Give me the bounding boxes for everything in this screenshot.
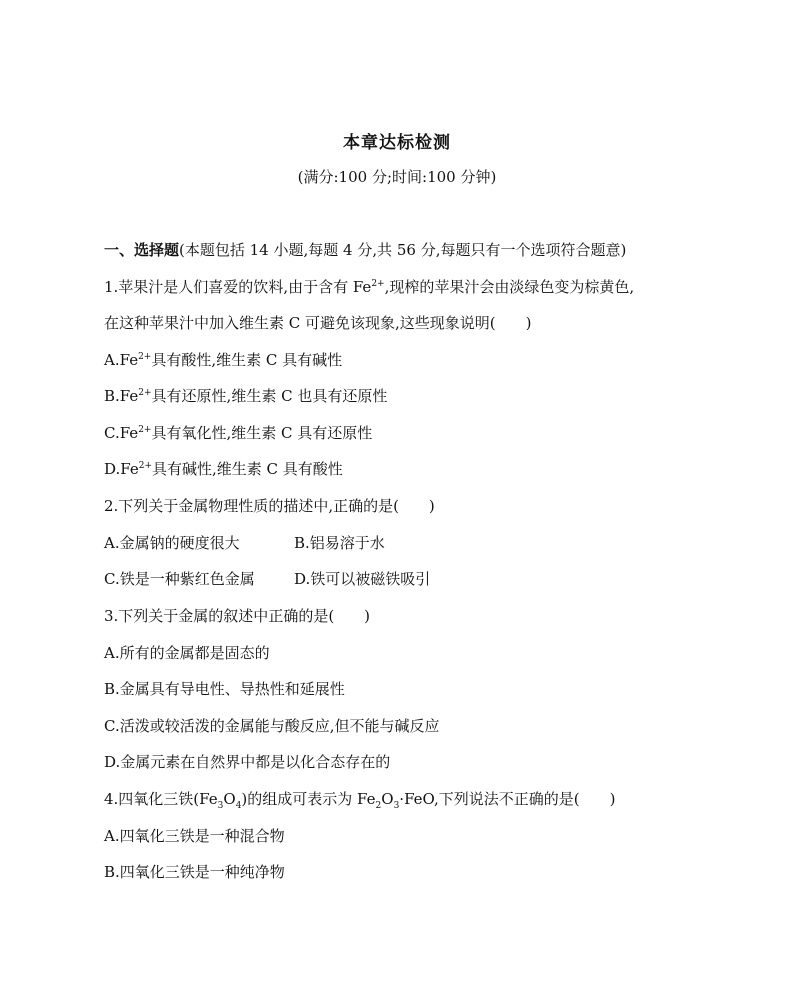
- page-title: 本章达标检测: [343, 133, 451, 153]
- question-3-option-d: D.金属元素在自然界中都是以化合态存在的: [104, 753, 391, 771]
- question-4-stem: 4.四氧化三铁$(Fe_3O_4)$的组成可表示为 $Fe_2O_3\cdot FeO$,下列说法不正确的是( ): [104, 790, 616, 811]
- question-2-stem: 2.下列关于金属物理性质的描述中,正确的是( ): [104, 497, 435, 515]
- question-3-option-c: C.活泼或较活泼的金属能与酸反应,但不能与碱反应: [104, 717, 440, 735]
- question-4-option-a: A.四氧化三铁是一种混合物: [104, 827, 285, 845]
- question-2-options-row2: [104, 569, 430, 589]
- exam-info: (满分:100 分;时间:100 分钟): [297, 168, 497, 186]
- question-2-option-c: C.铁是一种紫红色金属: [104, 570, 255, 588]
- question-1-option-b: $B.Fe^{2+}$具有还原性,维生素 C 也具有还原性: [104, 387, 388, 405]
- question-3-option-a: A.所有的金属都是固态的: [104, 644, 270, 662]
- question-1-stem-line2: 在这种苹果汁中加入维生素 C 可避免该现象,这些现象说明( ): [104, 314, 532, 332]
- section-note: (本题包括 14 小题,每题 4 分,共 56 分,每题只有一个选项符合题意): [179, 241, 627, 259]
- question-1-option-d: $D.Fe^{2+}$具有碱性,维生素 C 具有酸性: [104, 460, 343, 478]
- section-heading: [104, 240, 626, 260]
- question-1-option-a: $A.Fe^{2+}$具有酸性,维生素 C 具有碱性: [104, 351, 343, 369]
- question-3-stem: 3.下列关于金属的叙述中正确的是( ): [104, 607, 371, 625]
- question-2-option-b: B.铝易溶于水: [294, 534, 385, 552]
- section-title: 一、选择题: [104, 241, 180, 259]
- question-3-option-b: B.金属具有导电性、导热性和延展性: [104, 680, 345, 698]
- question-1-option-c: $C.Fe^{2+}$具有氧化性,维生素 C 具有还原性: [104, 424, 373, 442]
- question-1-stem-line1: 1.苹果汁是人们喜爱的饮料,由于含有 $Fe^{2+}$,现榨的苹果汁会由淡绿色变为棕黄色,: [104, 278, 635, 296]
- question-2-option-d: D.铁可以被磁铁吸引: [294, 570, 431, 588]
- question-2-options-row1: [104, 533, 385, 553]
- question-2-option-a: A.金属钠的硬度很大: [104, 534, 240, 552]
- question-4-option-b: B.四氧化三铁是一种纯净物: [104, 863, 285, 881]
